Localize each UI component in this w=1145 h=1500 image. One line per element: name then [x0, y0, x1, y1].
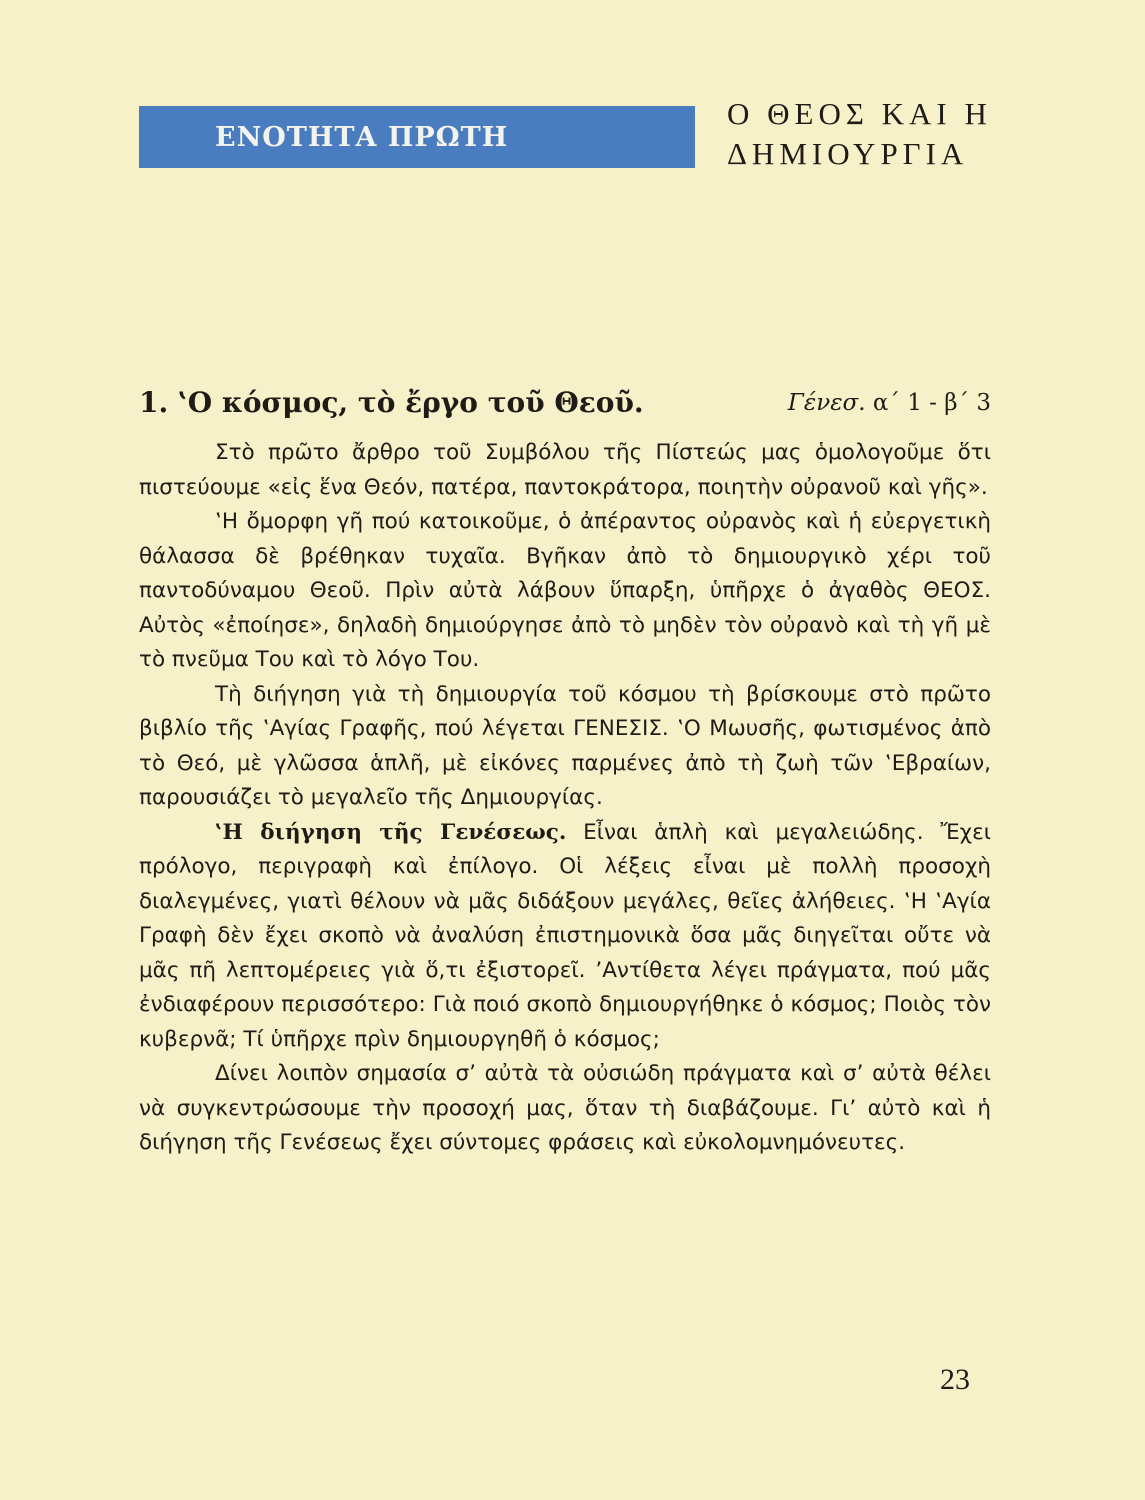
- paragraph-run-text: Εἶναι ἁπλὴ καὶ μεγαλειώδης. Ἔχει πρόλογο, περιγραφὴ καὶ ἐπίλογο. Οἱ λέξεις εἶναι μὲ πολλὴ προσοχὴ διαλεγμένες, γιατὶ θέλουν νὰ μᾶς διδάξουν μεγάλες, θεῖες ἀλήθειες. ‛Η ‛Αγία Γραφὴ δὲν ἔχει σκοπὸ νὰ ἀναλύση ἐπιστημονικὰ ὅσα μᾶς διηγεῖται οὔτε νὰ μᾶς πῆ λεπτομέρειες γιὰ ὅ,τι ἐξιστορεῖ. ’Αντίθετα λέγει πράγματα, πού μᾶς ἐνδιαφέρουν περισσότερο: Γιὰ ποιό σκοπὸ δημιουργήθηκε ὁ κόσμος; Ποιὸς τὸν κυβερνᾶ; Τί ὑπῆρχε πρὶν δημιουργηθῆ ὁ κόσμος;: [139, 819, 992, 1052]
- lesson-heading-row: [139, 386, 991, 430]
- scripture-reference: [788, 390, 991, 416]
- paragraph-run-heading: ‛Η διήγηση τῆς Γενέσεως.: [215, 819, 567, 845]
- unit-title: [727, 94, 992, 174]
- paragraph-genesis-narrative: [139, 816, 991, 1058]
- paragraph-creation: ‛Η ὄμορφη γῆ πού κατοικοῦμε, ὁ ἀπέραντος οὐρανὸς καὶ ἡ εὐεργετικὴ θάλασσα δὲ βρέθηκαν τυχαῖα. Βγῆκαν ἀπὸ τὸ δημιουργικὸ χέρι τοῦ παντοδύναμου Θεοῦ. Πρὶν αὐτὰ λάβουν ὕπαρξη, ὑπῆρχε ὁ ἀγαθὸς ΘΕΟΣ. Αὐτὸς «ἐποίησε», δηλαδὴ δημιούργησε ἀπὸ τὸ μηδὲν τὸν οὐρανὸ καὶ τὴ γῆ μὲ τὸ πνεῦμα Του καὶ τὸ λόγο Του.: [139, 509, 991, 672]
- paragraph-genesis-book: Τὴ διήγηση γιὰ τὴ δημιουργία τοῦ κόσμου τὴ βρίσκουμε στὸ πρῶτο βιβλίο τῆς ‛Αγίας Γραφῆς, πού λέγεται ΓΕΝΕΣΙΣ. ‛Ο Μωυσῆς, φωτισμένος ἀπὸ τὸ Θεό, μὲ γλῶσσα ἁπλῆ, μὲ εἰκόνες παρμένες ἀπὸ τὴ ζωὴ τῶν ‛Εβραίων, παρουσιάζει τὸ μεγαλεῖο τῆς Δημιουργίας.: [139, 681, 991, 810]
- reference-book: Γένεσ.: [787, 390, 866, 416]
- lesson-heading: 1. ‛Ο κόσμος, τὸ ἔργο τοῦ Θεοῦ.: [139, 386, 644, 419]
- paragraph-creed: Στὸ πρῶτο ἄρθρο τοῦ Συμβόλου τῆς Πίστεώς μας ὁμολογοῦμε ὅτι πιστεύουμε «εἰς ἕνα Θεόν, πατέρα, παντοκράτορα, ποιητὴν οὐρανοῦ καὶ γῆς».: [139, 440, 991, 500]
- unit-title-line-2: ΔΗΜΙΟΥΡΓΙΑ: [727, 136, 969, 171]
- unit-title-line-1: Ο ΘΕΟΣ ΚΑΙ Η: [727, 96, 992, 131]
- reference-range: α΄ 1 - β΄ 3: [872, 390, 991, 416]
- lesson-body: [139, 436, 991, 1161]
- page-number: 23: [940, 1363, 970, 1396]
- section-banner: [139, 106, 695, 168]
- section-label: ΕΝΟΤΗΤΑ ΠΡΩΤΗ: [215, 121, 509, 153]
- paragraph-closing: Δίνει λοιπὸν σημασία σ’ αὐτὰ τὰ οὐσιώδη πράγματα καὶ σ’ αὐτὰ θέλει νὰ συγκεντρώσουμε τὴν προσοχή μας, ὅταν τὴ διαβάζουμε. Γι’ αὐτὸ καὶ ἡ διήγηση τῆς Γενέσεως ἔχει σύντομες φράσεις καὶ εὐκολομνημόνευτες.: [139, 1061, 991, 1155]
